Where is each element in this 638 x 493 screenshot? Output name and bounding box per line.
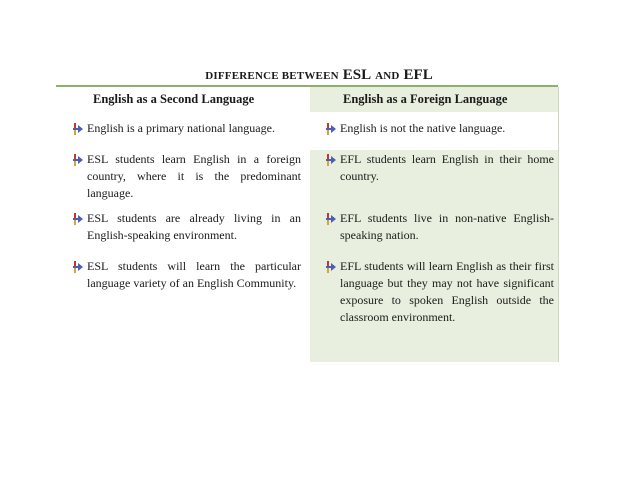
left-cell-text: ESL students will learn the particular language variety of an English Community.: [87, 259, 301, 290]
left-cell-row-3: [87, 210, 301, 244]
page-title: [0, 66, 638, 84]
left-cell-row-1: [87, 120, 301, 137]
left-cell-text: ESL students are already living in an English-speaking environment.: [87, 211, 301, 242]
right-cell-text: EFL students live in non-native English-speaking nation.: [340, 211, 554, 242]
right-cell-text: EFL students learn English in their home country.: [340, 152, 554, 183]
right-cell-row-2: [340, 151, 554, 185]
right-cell-row-1: [340, 120, 554, 137]
left-cell-row-4: [87, 258, 301, 292]
right-cell-text: EFL students will learn English as their first language but they may not have significant exposure to spoken English outside the classroom environment.: [340, 259, 554, 324]
arrow-bullet-icon: [325, 260, 337, 272]
title-and: AND: [375, 70, 400, 82]
right-cell-text: English is not the native language.: [340, 121, 506, 135]
right-column-header: English as a Foreign Language: [343, 92, 508, 106]
arrow-bullet-icon: [72, 260, 84, 272]
left-cell-text: English is a primary national language.: [87, 121, 275, 135]
arrow-bullet-icon: [325, 122, 337, 134]
arrow-bullet-icon: [72, 122, 84, 134]
title-esl: ESL: [342, 67, 372, 83]
right-cell-row-3: [340, 210, 554, 244]
left-cell-text: ESL students learn English in a foreign country, where it is the predominant language.: [87, 152, 301, 200]
arrow-bullet-icon: [325, 153, 337, 165]
title-prefix: DIFFERENCE BETWEEN: [205, 70, 339, 82]
left-column-header: English as a Second Language: [93, 92, 255, 106]
arrow-bullet-icon: [72, 212, 84, 224]
arrow-bullet-icon: [325, 212, 337, 224]
right-cell-row-4: [340, 258, 554, 326]
title-efl: EFL: [403, 67, 433, 83]
left-cell-row-2: [87, 151, 301, 202]
arrow-bullet-icon: [72, 153, 84, 165]
